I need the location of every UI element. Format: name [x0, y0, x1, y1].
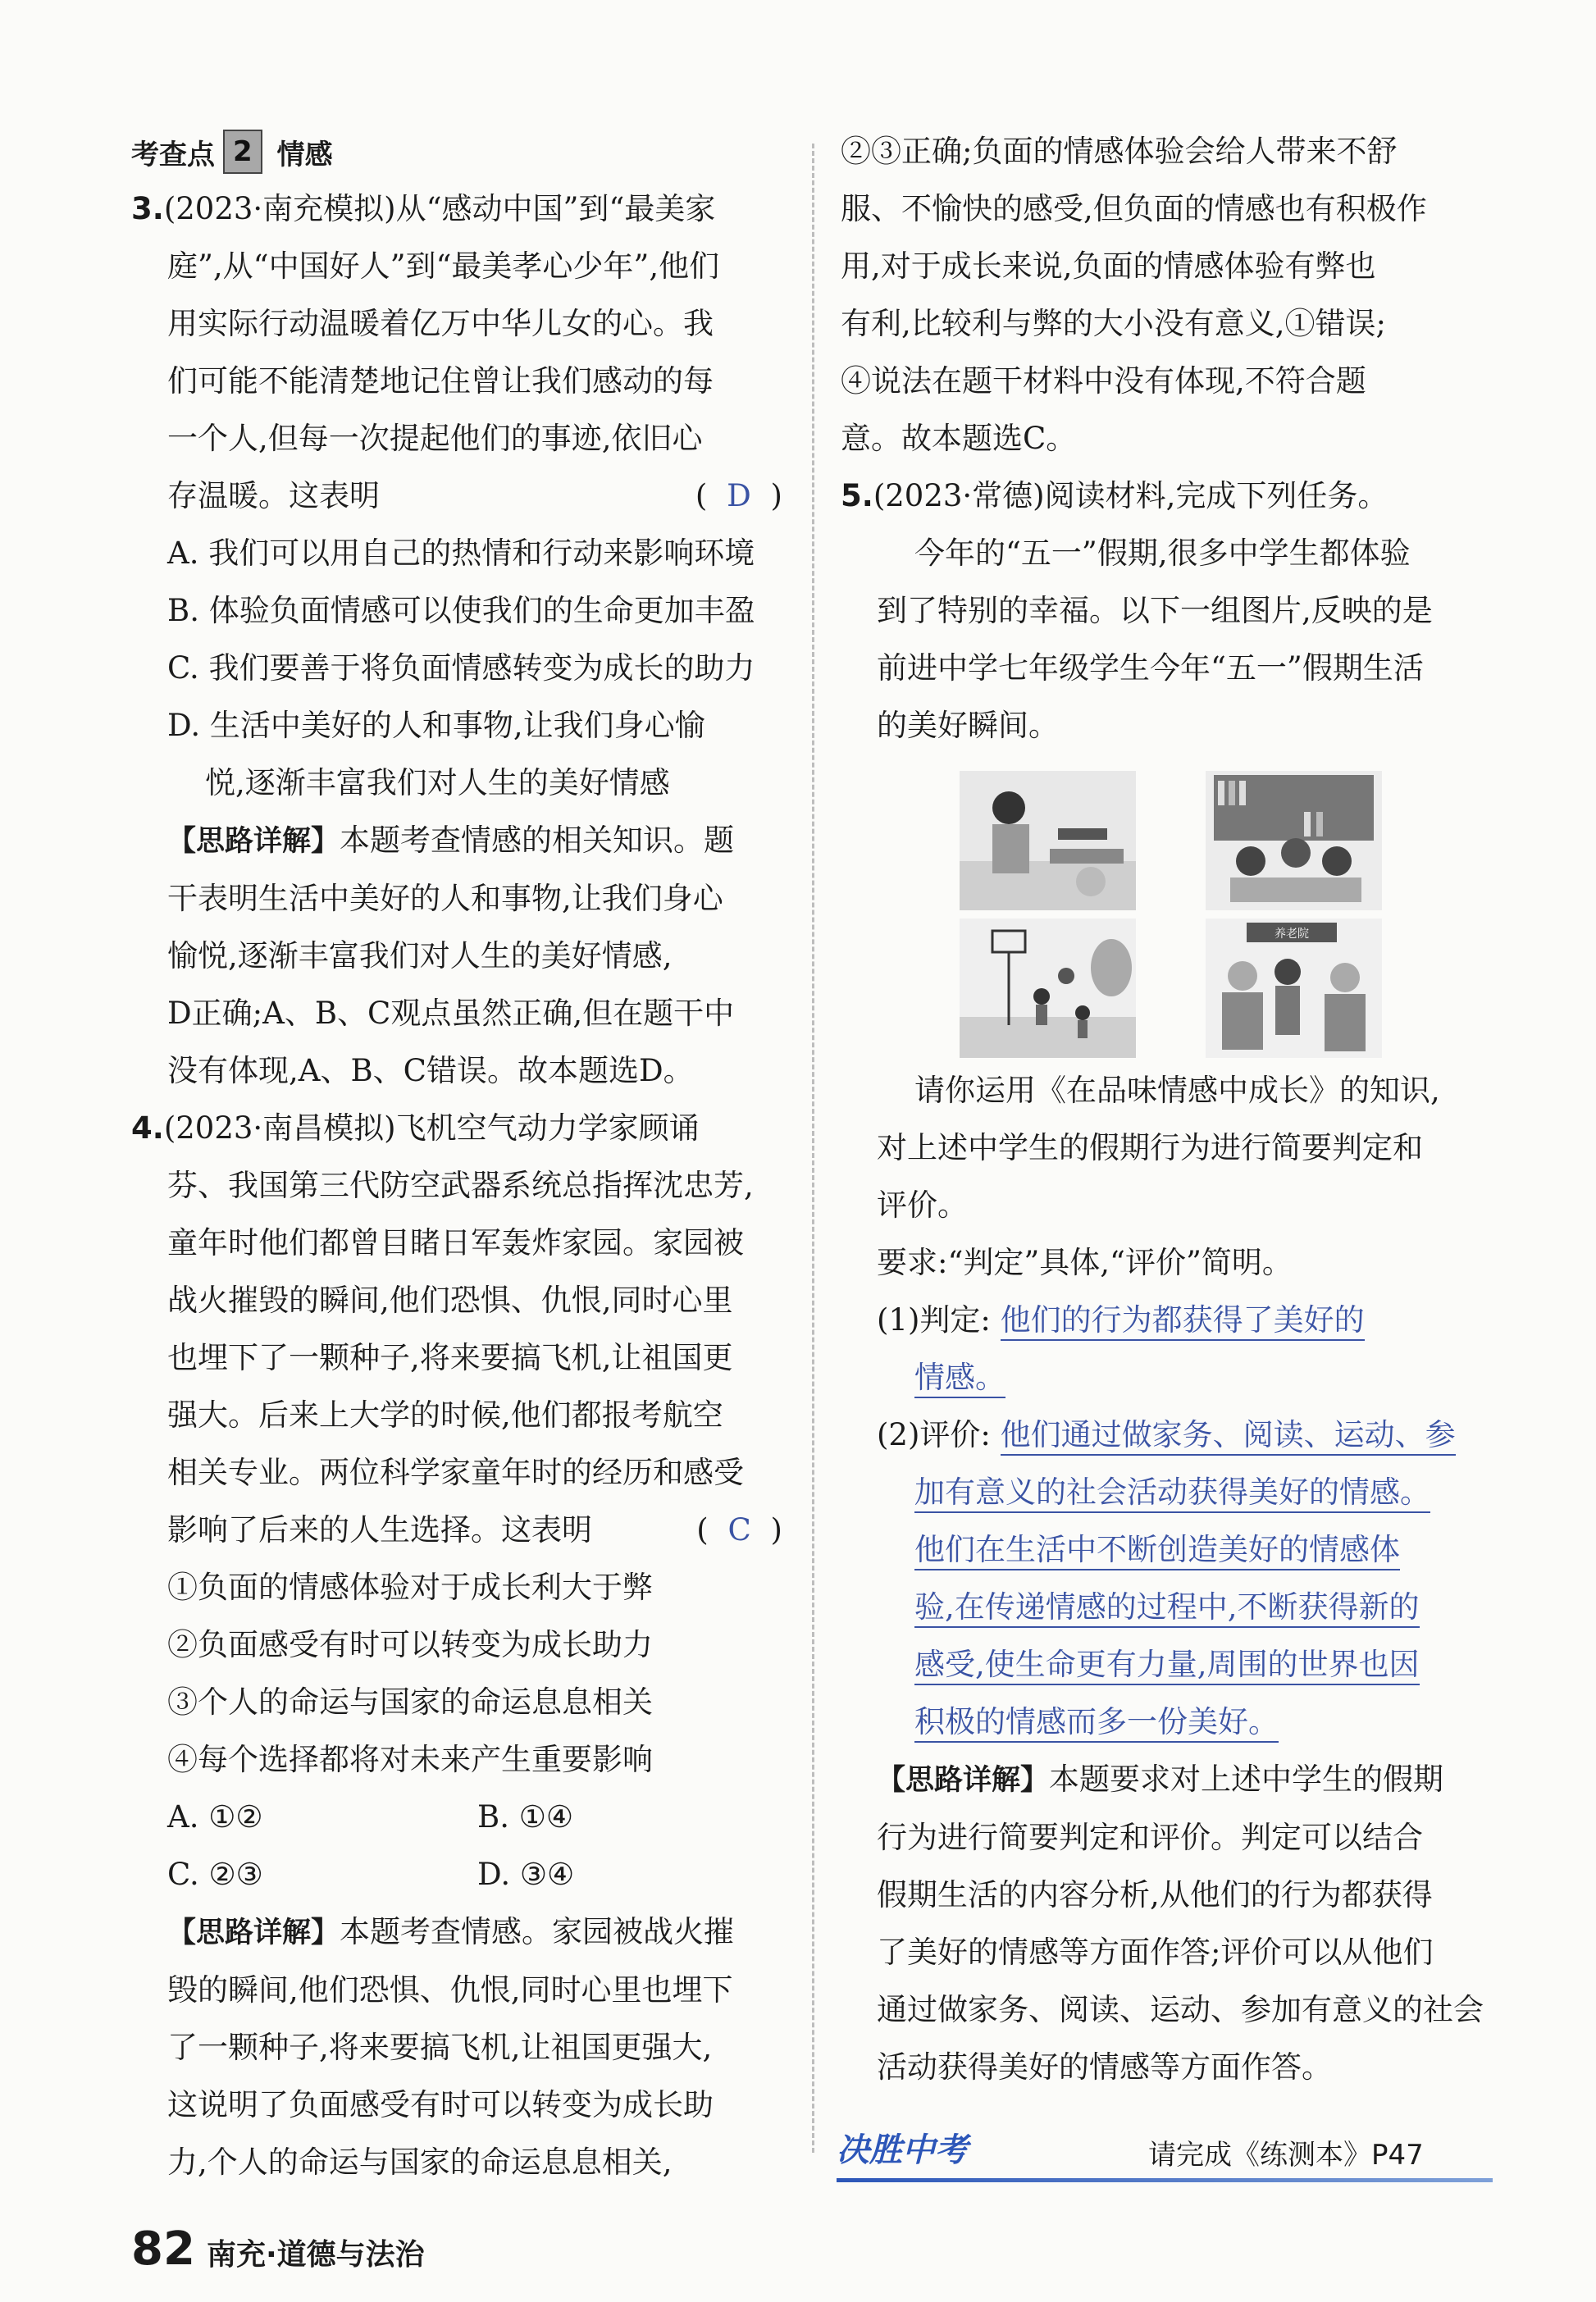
left-column: [131, 123, 787, 2191]
question-text: 童年时他们都曾目睹日军轰炸家园。家园被: [167, 1225, 744, 1260]
task-text: 评价。: [877, 1187, 968, 1223]
question-3: [131, 180, 787, 1100]
option: D. 生活中美好的人和事物,让我们身心愉: [167, 708, 705, 743]
requirement-text: 要求:“判定”具体,“评价”简明。: [877, 1245, 1293, 1280]
question-number: 5.: [841, 478, 873, 513]
analysis-text: 干表明生活中美好的人和事物,让我们身心: [167, 881, 723, 916]
statement: ②负面感受有时可以转变为成长助力: [167, 1627, 653, 1662]
question-text: (2023·南昌模拟)飞机空气动力学家顾诵: [163, 1110, 700, 1146]
choice: C. ②③: [167, 1857, 263, 1892]
eval-answer: 感受,使生命更有力量,周围的世界也因: [914, 1647, 1420, 1685]
analysis-text: 毁的瞬间,他们恐惧、仇恨,同时心里也埋下: [167, 1972, 733, 2008]
analysis-text: ④说法在题干材料中没有体现,不符合题: [841, 363, 1366, 399]
eval-answer: 他们在生活中不断创造美好的情感体: [914, 1532, 1400, 1570]
reading-illustration: [1206, 771, 1382, 910]
statement: ③个人的命运与国家的命运息息相关: [167, 1684, 653, 1720]
analysis-text: 行为进行简要判定和评价。判定可以结合: [877, 1820, 1423, 1855]
question-text: 庭”,从“中国好人”到“最美孝心少年”,他们: [167, 248, 720, 284]
eval-answer: 积极的情感而多一份美好。: [914, 1704, 1279, 1743]
analysis-text: 愉悦,逐渐丰富我们对人生的美好情感,: [167, 938, 673, 973]
option: B. 体验负面情感可以使我们的生命更加丰盈: [167, 593, 755, 628]
analysis-text: 本题要求对上述中学生的假期: [1049, 1762, 1444, 1797]
section-title: 情感: [276, 138, 333, 171]
eval-answer: 验,在传递情感的过程中,不断获得新的: [914, 1589, 1420, 1628]
analysis-text: 力,个人的命运与国家的命运息息相关,: [167, 2145, 673, 2180]
material-text: 的美好瞬间。: [877, 708, 1059, 743]
question-4: [131, 1100, 787, 2191]
material-text: 今年的“五一”假期,很多中学生都体验: [914, 536, 1411, 571]
analysis-tag: 【思路详解】: [877, 1764, 1050, 1797]
section-header: [131, 123, 787, 180]
analysis-text: 本题考查情感的相关知识。题: [340, 823, 735, 858]
question-text: 一个人,但每一次提起他们的事迹,依旧心: [167, 421, 703, 456]
analysis-text: 本题考查情感。家园被战火摧: [340, 1914, 735, 1949]
column-divider: [812, 144, 814, 2153]
analysis-text: 了美好的情感等方面作答;评价可以从他们: [877, 1935, 1434, 1970]
choice: B. ①④: [477, 1799, 574, 1835]
question-text: 存温暖。这表明: [167, 478, 380, 513]
eval-answer: 加有意义的社会活动获得美好的情感。: [914, 1475, 1430, 1513]
question-text: 影响了后来的人生选择。这表明: [167, 1512, 592, 1548]
analysis-text: 假期生活的内容分析,从他们的行为都获得: [877, 1877, 1433, 1912]
material-text: 前进中学七年级学生今年“五一”假期生活: [877, 650, 1424, 686]
section-number: 2: [223, 130, 262, 174]
question-text: 们可能不能清楚地记住曾让我们感动的每: [167, 363, 714, 399]
sign-text: 养老院: [1275, 928, 1309, 941]
answer-bracket: ( C ): [696, 1512, 787, 1548]
analysis-text: D正确;A、B、C观点虽然正确,但在题干中: [167, 996, 735, 1031]
analysis-text: 用,对于成长来说,负面的情感体验有弊也: [841, 248, 1376, 284]
analysis-text: 了一颗种子,将来要搞飞机,让祖国更强大,: [167, 2030, 713, 2065]
analysis-text: 这说明了负面感受有时可以转变为成长助: [167, 2087, 714, 2122]
footer-bar: [837, 2178, 1493, 2182]
analysis-text: 活动获得美好的情感等方面作答。: [877, 2049, 1332, 2085]
analysis-tag: 【思路详解】: [167, 1917, 340, 1949]
question-text: (2023·南充模拟)从“感动中国”到“最美家: [163, 191, 716, 226]
section-label: 考查点: [131, 138, 215, 171]
judge-label: (1)判定:: [877, 1302, 991, 1338]
analysis-text: 服、不愉快的感受,但负面的情感也有积极作: [841, 191, 1427, 226]
footer-left: [131, 2222, 425, 2276]
statement: ④每个选择都将对未来产生重要影响: [167, 1742, 653, 1777]
basketball-illustration: [960, 919, 1136, 1058]
workbook-note: 请完成《练测本》P47: [1148, 2139, 1424, 2172]
analysis-text: 意。故本题选C。: [841, 421, 1077, 456]
book-subject: 南充·道德与法治: [206, 2238, 425, 2272]
footer-right: [837, 2124, 1493, 2181]
question-text: 用实际行动温暖着亿万中华儿女的心。我: [167, 306, 714, 341]
question-text: 战火摧毁的瞬间,他们恐惧、仇恨,同时心里: [167, 1283, 733, 1318]
nursing-home-illustration: [1206, 919, 1382, 1058]
option: 悦,逐渐丰富我们对人生的美好情感: [205, 765, 670, 800]
analysis-text: ②③正确;负面的情感体验会给人带来不舒: [841, 134, 1398, 169]
choice: A. ①②: [167, 1799, 263, 1835]
option: A. 我们可以用自己的热情和行动来影响环境: [167, 536, 755, 571]
analysis-tag: 【思路详解】: [167, 825, 340, 858]
page-number: 82: [131, 2222, 195, 2276]
eval-label: (2)评价:: [877, 1417, 991, 1452]
picture-group: [841, 771, 1497, 1050]
right-column: [841, 123, 1497, 2096]
question-text: 也埋下了一颗种子,将来要搞飞机,让祖国更: [167, 1340, 733, 1375]
eval-answer: 他们通过做家务、阅读、运动、参: [1001, 1417, 1456, 1456]
answer: C: [727, 1512, 756, 1548]
material-text: 到了特别的幸福。以下一组图片,反映的是: [877, 593, 1433, 628]
brand-logo: 决胜中考: [837, 2131, 968, 2169]
statement: ①负面的情感体验对于成长利大于弊: [167, 1570, 653, 1605]
answer: D: [727, 478, 756, 513]
question-number: 3.: [131, 191, 164, 226]
question-text: 相关专业。两位科学家童年时的经历和感受: [167, 1455, 744, 1490]
question-text: 芬、我国第三代防空武器系统总指挥沈忠芳,: [167, 1168, 754, 1203]
judge-answer: 情感。: [914, 1360, 1005, 1398]
task-text: 对上述中学生的假期行为进行简要判定和: [877, 1130, 1423, 1165]
analysis-text: 没有体现,A、B、C错误。故本题选D。: [167, 1053, 694, 1088]
question-5: [841, 467, 1497, 2096]
question-text: 强大。后来上大学的时候,他们都报考航空: [167, 1397, 723, 1433]
cooking-illustration: [960, 771, 1136, 910]
option: C. 我们要善于将负面情感转变为成长的助力: [167, 650, 755, 686]
question-number: 4.: [131, 1110, 164, 1146]
question-text: (2023·常德)阅读材料,完成下列任务。: [873, 478, 1389, 513]
analysis-text: 有利,比较利与弊的大小没有意义,①错误;: [841, 306, 1386, 341]
task-text: 请你运用《在品味情感中成长》的知识,: [914, 1073, 1440, 1108]
answer-bracket: ( D ): [695, 478, 787, 513]
choice: D. ③④: [477, 1857, 575, 1892]
judge-answer: 他们的行为都获得了美好的: [1001, 1302, 1365, 1341]
analysis-text: 通过做家务、阅读、运动、参加有意义的社会: [877, 1992, 1484, 2027]
